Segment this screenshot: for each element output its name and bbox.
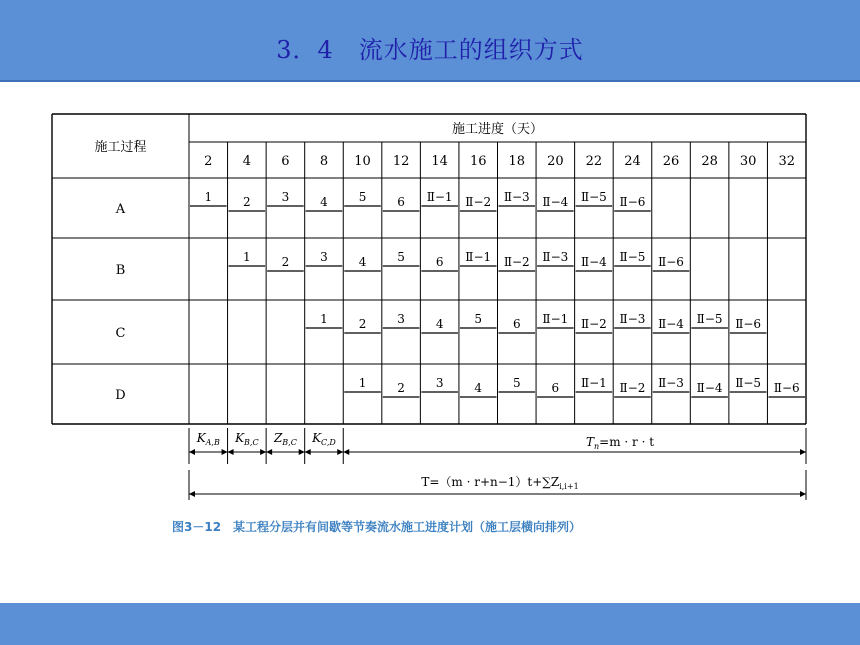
day-tick-label: 26 (662, 154, 680, 169)
progress-header: 施工进度（天） (451, 122, 544, 137)
process-label-C: C (115, 326, 126, 341)
segment-label: 2 (397, 381, 405, 395)
arrow-head (260, 449, 266, 455)
segment-label: Ⅱ−5 (735, 376, 762, 390)
segment-label: 4 (474, 381, 483, 395)
day-tick-label: 18 (508, 154, 526, 169)
day-tick-label: 24 (624, 154, 641, 169)
day-tick-label: 10 (354, 154, 371, 169)
day-tick-label: 12 (392, 154, 410, 169)
segment-label: Ⅱ−4 (542, 195, 569, 209)
arrow-head (800, 491, 806, 497)
segment-label: Ⅱ−1 (465, 250, 492, 264)
segment-label: 3 (281, 190, 290, 204)
arrow-head (800, 449, 806, 455)
arrow-head (266, 449, 272, 455)
segment-label: 6 (397, 195, 405, 209)
segment-label: 3 (435, 376, 444, 390)
interval-k-bc: $K_{B,C}$ (235, 431, 259, 447)
footer-bar (0, 603, 860, 645)
segment-label: Ⅱ−3 (619, 312, 646, 326)
segment-label: Ⅱ−1 (542, 312, 569, 326)
segment-label: Ⅱ−6 (658, 255, 684, 269)
segment-label: 6 (551, 381, 560, 395)
arrow-head (305, 449, 311, 455)
segment-label: 4 (435, 317, 444, 331)
process-label-D: D (115, 388, 126, 403)
segment-label: 2 (281, 255, 290, 269)
interval-k-ab: $K_{A,B}$ (196, 431, 220, 447)
day-tick-label: 20 (547, 154, 564, 169)
segment-label: Ⅱ−2 (503, 255, 530, 269)
process-label-A: A (115, 202, 126, 217)
segment-label: Ⅱ−5 (619, 250, 646, 264)
segment-label: Ⅱ−4 (696, 381, 723, 395)
total-duration-formula: $T=(m \cdot r+n-1)t+\sum Z_{i,i+1}$ (421, 475, 579, 491)
interval-tn: $T_n=m \cdot r \cdot t$ (585, 435, 655, 451)
arrow-head (222, 449, 228, 455)
segment-label: 6 (512, 317, 521, 331)
day-tick-label: 8 (319, 154, 329, 169)
day-tick-label: 30 (739, 154, 757, 169)
interval-k-cd: $K_{C,D}$ (312, 431, 336, 447)
segment-label: Ⅱ−3 (503, 190, 530, 204)
segment-label: 6 (435, 255, 444, 269)
segment-label: 1 (358, 376, 367, 390)
segment-label: Ⅱ−3 (658, 376, 684, 390)
segment-label: Ⅱ−6 (735, 317, 762, 331)
arrow-head (299, 449, 305, 455)
segment-label: Ⅱ−3 (542, 250, 569, 264)
day-tick-label: 16 (469, 154, 487, 169)
segment-label: Ⅱ−1 (426, 190, 453, 204)
arrow-head (337, 449, 343, 455)
segment-label: Ⅱ−5 (696, 312, 723, 326)
day-tick-label: 32 (778, 154, 795, 169)
arrow-head (189, 491, 195, 497)
day-tick-label: 4 (242, 154, 251, 169)
day-tick-label: 2 (204, 154, 213, 169)
segment-label: Ⅱ−5 (580, 190, 607, 204)
segment-label: Ⅱ−2 (580, 317, 607, 331)
segment-label: 5 (512, 376, 521, 390)
segment-label: 1 (320, 312, 328, 326)
day-tick-label: 6 (281, 154, 290, 169)
arrow-head (228, 449, 234, 455)
arrow-head (343, 449, 349, 455)
segment-label: Ⅱ−6 (773, 381, 800, 395)
arrow-head (189, 449, 195, 455)
day-tick-label: 28 (701, 154, 718, 169)
figure-caption: 图3－12 某工程分层并有间歇等节奏流水施工进度计划（施工层横向排列） (172, 520, 582, 534)
segment-label: Ⅱ−6 (619, 195, 646, 209)
segment-label: 5 (397, 250, 405, 264)
segment-label: 3 (320, 250, 328, 264)
day-tick-label: 14 (431, 154, 448, 169)
segment-label: 5 (358, 190, 367, 204)
process-header: 施工过程 (94, 140, 147, 155)
segment-label: 2 (243, 195, 251, 209)
segment-label: Ⅱ−1 (580, 376, 607, 390)
segment-label: 3 (397, 312, 405, 326)
segment-label: 1 (243, 250, 251, 264)
segment-label: 4 (358, 255, 367, 269)
day-tick-label: 22 (585, 154, 603, 169)
segment-label: Ⅱ−4 (658, 317, 684, 331)
segment-label: 5 (474, 312, 483, 326)
segment-label: Ⅱ−2 (619, 381, 646, 395)
process-label-B: B (115, 263, 126, 278)
segment-label: Ⅱ−2 (465, 195, 492, 209)
segment-label: 2 (358, 317, 367, 331)
segment-label: Ⅱ−4 (580, 255, 607, 269)
segment-label: 4 (320, 195, 328, 209)
segment-label: 1 (204, 190, 213, 204)
interval-z-bc: $Z_{B,C}$ (273, 431, 297, 447)
slide-title: 3．4 流水施工的组织方式 (276, 36, 584, 64)
